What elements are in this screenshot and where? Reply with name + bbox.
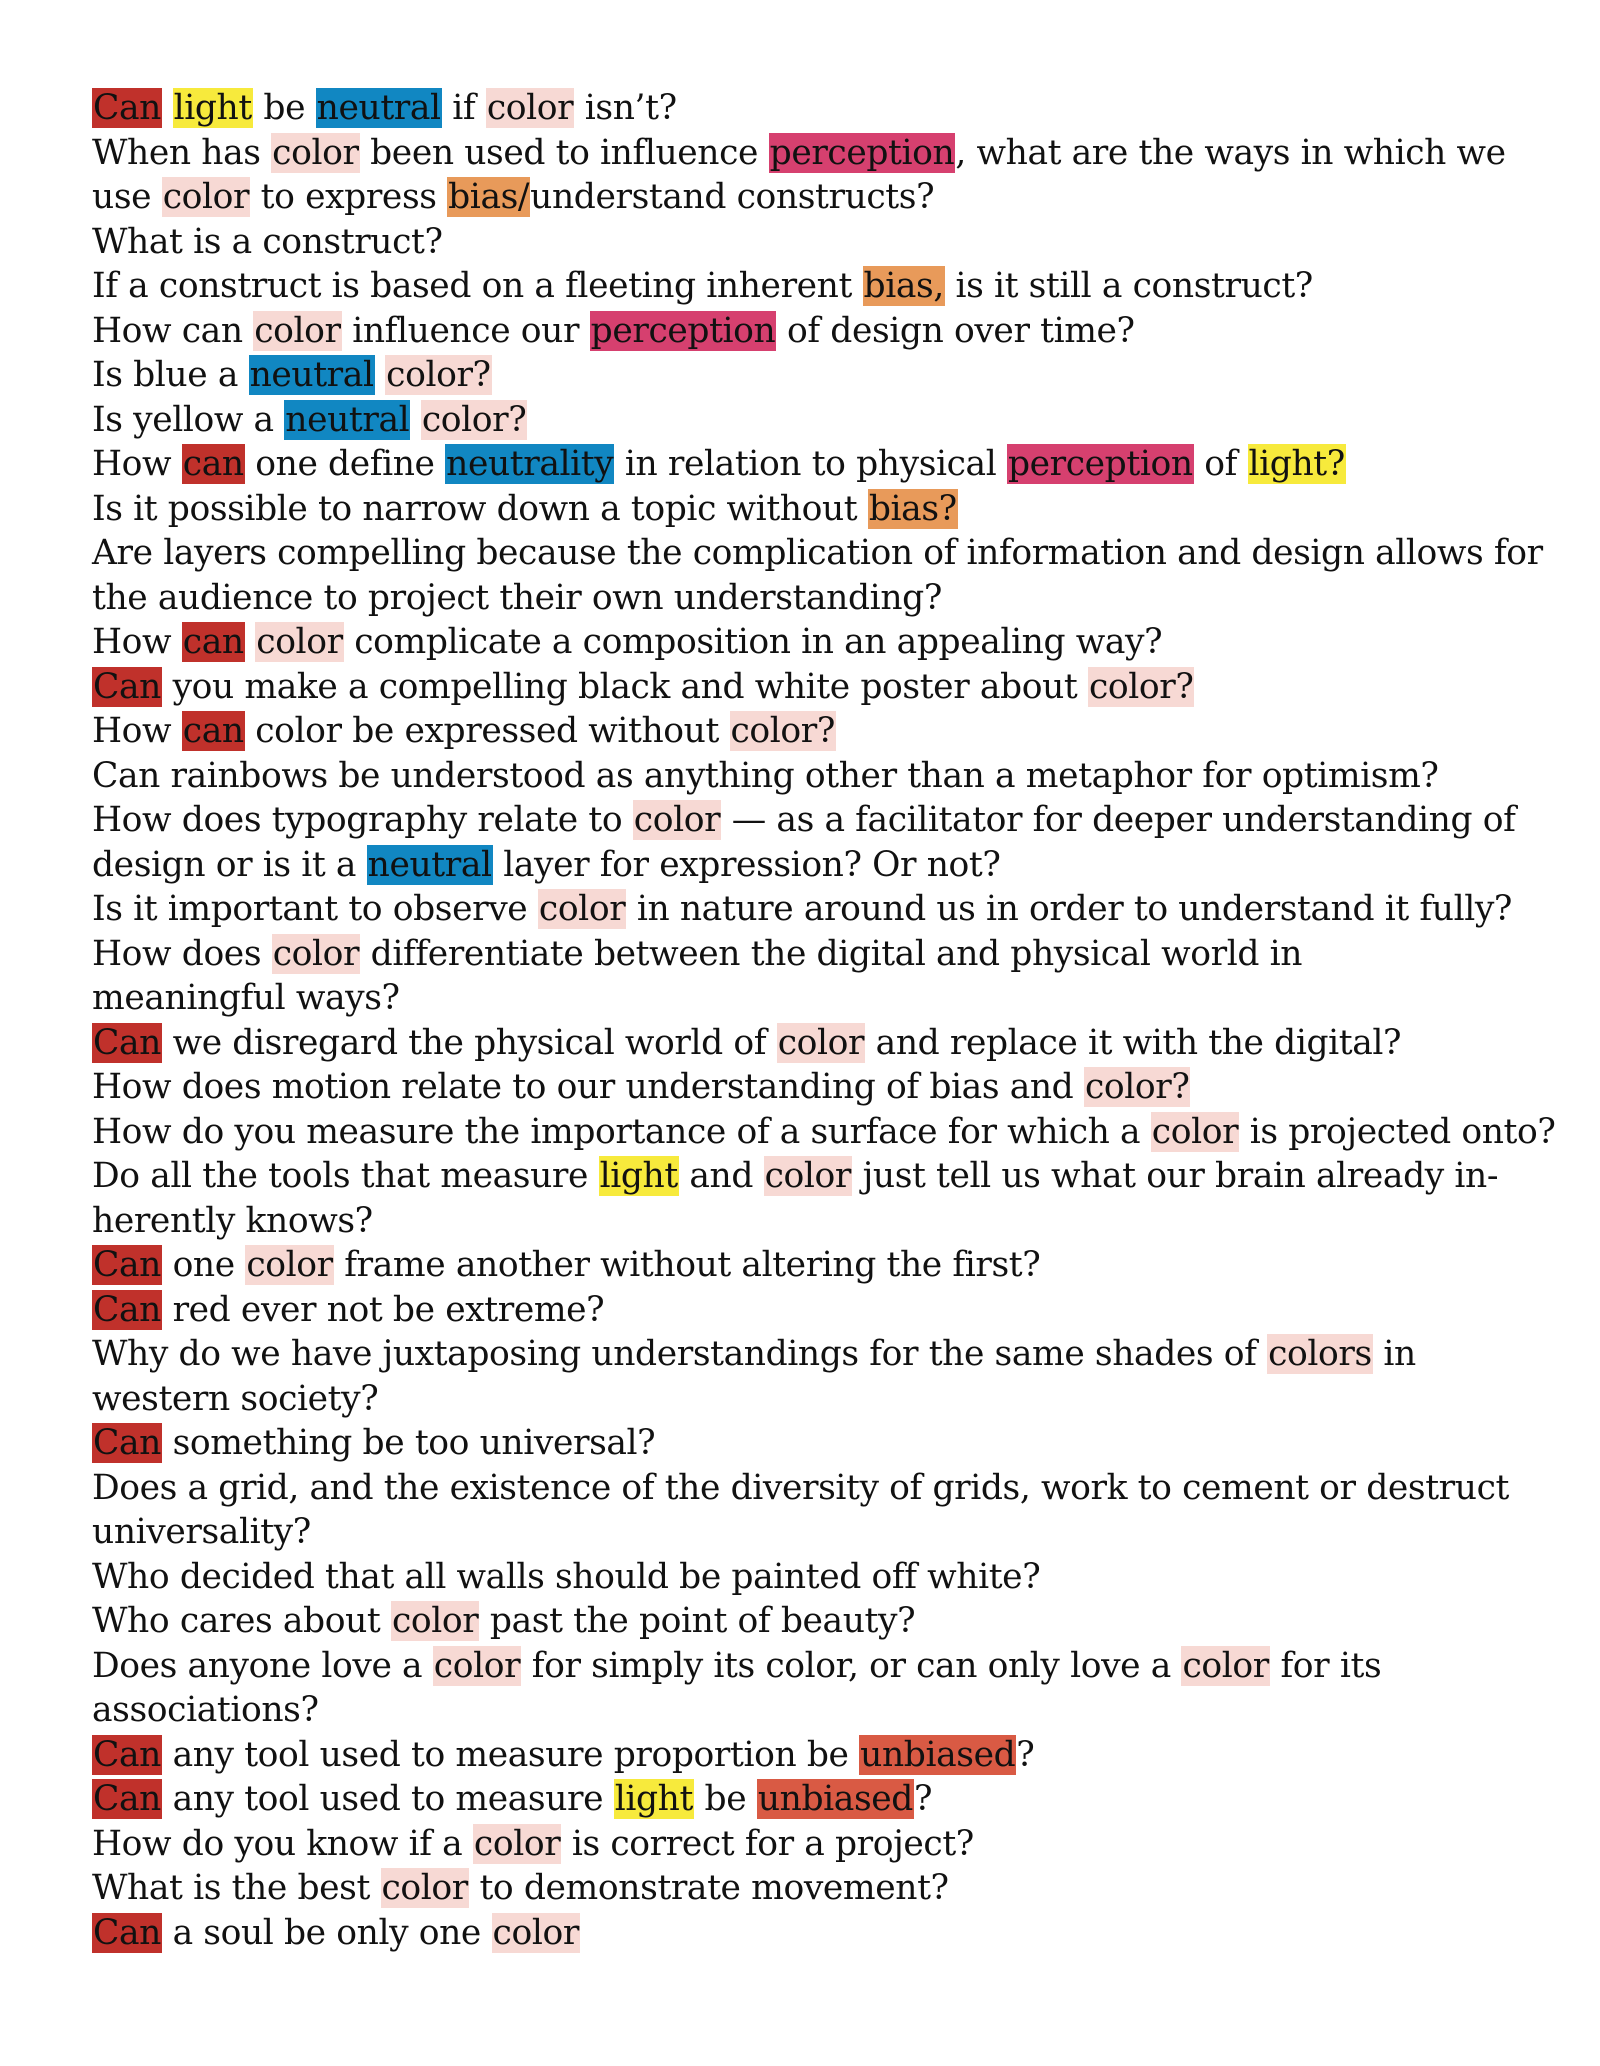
text-segment: meaningful ways? <box>92 978 400 1018</box>
highlight-can: can <box>182 622 244 662</box>
question-line <box>92 1688 1532 1733</box>
highlight-can: Can <box>93 1022 161 1063</box>
question-line <box>92 798 1532 843</box>
text-segment: and <box>678 1156 764 1196</box>
text-segment: Who decided that all walls should be painted off white? <box>92 1556 1041 1597</box>
highlight-neutral: neutral <box>249 355 374 395</box>
highlight-light: light <box>614 1779 693 1819</box>
highlight-can: Can <box>93 1912 161 1953</box>
question-line <box>92 1822 1532 1867</box>
text-segment: any tool used to measure proportion be <box>162 1734 860 1775</box>
text-segment: How does motion relate to our understanding of bias and <box>92 1067 1084 1107</box>
text-segment: If a construct is based on a fleeting inherent <box>92 266 863 306</box>
highlight-color: color <box>492 1912 579 1953</box>
text-segment: to demonstrate movement? <box>468 1868 949 1908</box>
text-segment: you make a compelling black and white poster about <box>162 666 1088 707</box>
highlight-light: light? <box>1248 444 1345 484</box>
question-line <box>92 1332 1532 1377</box>
question-line <box>92 1065 1532 1110</box>
text-segment: differentiate between the digital and physical world in <box>360 933 1303 974</box>
text-segment: complicate a composition in an appealing way? <box>343 622 1163 662</box>
question-line <box>92 1733 1532 1778</box>
text-segment: western society? <box>92 1378 379 1419</box>
highlight-color: color? <box>421 399 527 440</box>
question-line <box>92 309 1532 354</box>
question-line <box>92 754 1532 799</box>
highlight-color: color? <box>730 711 835 751</box>
highlight-can: Can <box>93 1423 161 1463</box>
highlight-color: color <box>1151 1111 1239 1152</box>
text-segment: for its <box>1269 1645 1382 1686</box>
question-line <box>92 531 1543 576</box>
highlight-can: Can <box>93 1289 161 1330</box>
highlight-color: color <box>272 132 359 173</box>
question-line <box>92 576 1532 621</box>
text-segment: Do all the tools that measure <box>92 1156 599 1196</box>
text-segment: influence our <box>341 310 590 351</box>
question-line <box>92 1154 1532 1199</box>
highlight-light: light <box>599 1156 678 1196</box>
highlight-neutral: neutral <box>367 844 492 885</box>
highlight-color: color <box>633 800 721 840</box>
text-segment: any tool used to measure <box>162 1779 614 1819</box>
text-segment: is it still a construct? <box>944 266 1313 306</box>
text-segment: herently knows? <box>92 1200 373 1241</box>
highlight-perception: perception <box>1007 444 1193 484</box>
highlight-can: Can <box>93 1734 161 1775</box>
highlight-bias: bias/ <box>448 177 530 217</box>
text-segment: of <box>1193 444 1248 484</box>
highlight-can: Can <box>93 88 161 128</box>
text-segment <box>245 622 256 662</box>
text-segment: — as a facilitator for deeper understanding of <box>721 800 1516 840</box>
text-segment <box>375 355 386 395</box>
highlight-unbiased: unbiased <box>757 1779 913 1819</box>
text-segment <box>410 400 421 440</box>
text-segment: the audience to project their own understanding? <box>92 577 942 618</box>
highlight-can: can <box>182 444 244 484</box>
highlight-bias: bias, <box>863 266 944 306</box>
text-segment: something be too universal? <box>162 1423 656 1463</box>
text-segment: color be expressed without <box>244 711 730 751</box>
highlight-can: can <box>182 711 244 751</box>
text-segment: Is blue a <box>92 355 249 395</box>
question-line <box>92 1866 1532 1911</box>
text-segment: we disregard the physical world of <box>162 1022 777 1063</box>
question-line <box>92 220 1532 265</box>
text-segment: is projected onto? <box>1239 1111 1556 1152</box>
text-segment: to express <box>250 177 448 217</box>
text-segment: What is a construct? <box>92 221 443 262</box>
highlight-color: color <box>162 177 250 217</box>
text-segment: layer for expression? Or not? <box>492 844 1001 885</box>
question-list <box>92 86 1556 1955</box>
text-segment: How can <box>92 310 254 351</box>
question-line <box>92 1911 1532 1956</box>
question-line <box>92 1466 1532 1511</box>
text-segment: , what are the ways in which we <box>955 132 1506 173</box>
question-line <box>92 843 1532 888</box>
text-segment: just tell us what our brain already in- <box>852 1156 1499 1196</box>
question-line <box>92 1555 1532 1600</box>
question-line <box>92 442 1532 487</box>
question-line <box>92 1199 1532 1244</box>
text-segment: universality? <box>92 1512 311 1552</box>
text-segment: Why do we have juxtaposing understandings for the same shades of <box>92 1334 1268 1374</box>
question-line <box>92 86 1532 131</box>
question-line <box>92 1421 1532 1466</box>
question-line <box>92 1599 1532 1644</box>
highlight-neutral: neutrality <box>446 444 614 484</box>
question-line <box>92 1288 1532 1333</box>
text-segment: How do you measure the importance of a surface for which a <box>92 1111 1151 1152</box>
question-line <box>92 487 1532 532</box>
highlight-color: color? <box>386 355 491 395</box>
highlight-color: color? <box>1084 1067 1190 1107</box>
text-segment: understand constructs? <box>530 177 935 217</box>
text-segment: in relation to physical <box>614 444 1007 484</box>
question-line <box>92 709 1532 754</box>
text-segment: ? <box>913 1779 933 1819</box>
text-segment: How does <box>92 933 272 974</box>
text-segment: Are layers compelling because the complication of information and design allows for <box>92 533 1543 573</box>
question-line <box>92 976 1532 1021</box>
highlight-color: color <box>433 1645 521 1686</box>
text-segment: past the point of beauty? <box>479 1601 916 1641</box>
text-segment: use <box>92 177 162 217</box>
question-line <box>92 175 1532 220</box>
text-segment: be <box>252 88 316 128</box>
highlight-perception: perception <box>590 310 776 351</box>
text-segment: red ever not be extreme? <box>162 1289 605 1330</box>
question-line <box>92 1644 1532 1689</box>
highlight-neutral: neutral <box>316 88 441 128</box>
text-segment <box>162 88 173 128</box>
highlight-perception: perception <box>769 132 955 173</box>
question-line <box>92 1510 1532 1555</box>
text-segment: been used to influence <box>359 132 769 173</box>
text-segment: isn’t? <box>574 88 677 128</box>
text-segment: be <box>693 1779 757 1819</box>
highlight-can: Can <box>93 1245 161 1285</box>
text-segment: Can rainbows be understood as anything other than a metaphor for optimism? <box>92 755 1439 796</box>
text-segment: Is it possible to narrow down a topic without <box>92 488 868 529</box>
highlight-unbiased: unbiased <box>860 1734 1016 1775</box>
text-segment: Is yellow a <box>92 399 285 440</box>
highlight-light: light <box>173 88 252 128</box>
text-segment: How do you know if a <box>92 1823 473 1864</box>
text-segment: if <box>441 88 486 128</box>
highlight-color: color <box>246 1245 333 1285</box>
highlight-color: color <box>764 1156 852 1196</box>
question-line <box>92 1243 1532 1288</box>
text-segment: design or is it a <box>92 844 367 885</box>
text-segment: Does anyone love a <box>92 1645 433 1686</box>
highlight-color: colors <box>1268 1334 1372 1374</box>
text-segment: a soul be only one <box>162 1912 492 1953</box>
question-line <box>92 398 1532 443</box>
highlight-color: color <box>1182 1645 1269 1686</box>
highlight-color: color <box>473 1823 561 1864</box>
question-line <box>92 932 1532 977</box>
text-segment: is correct for a project? <box>561 1823 974 1864</box>
text-segment: frame another without altering the first? <box>333 1245 1041 1285</box>
text-segment: of design over time? <box>776 310 1135 351</box>
text-segment: one <box>162 1245 246 1285</box>
highlight-color: color? <box>1088 666 1194 707</box>
highlight-color: color <box>256 622 343 662</box>
question-line <box>92 1021 1532 1066</box>
question-line <box>92 131 1532 176</box>
text-segment: and replace it with the digital? <box>865 1022 1402 1063</box>
highlight-color: color <box>381 1868 468 1908</box>
highlight-color: color <box>272 933 360 974</box>
text-segment: associations? <box>92 1690 319 1730</box>
question-line <box>92 620 1532 665</box>
text-segment: How does typography relate to <box>92 800 633 840</box>
highlight-color: color <box>486 88 574 128</box>
question-line <box>92 887 1532 932</box>
text-segment: What is the best <box>92 1868 381 1908</box>
text-segment: Does a grid, and the existence of the diversity of grids, work to cement or destruct <box>92 1467 1509 1508</box>
highlight-color: color <box>254 310 341 351</box>
text-segment: one define <box>244 444 446 484</box>
highlight-bias: bias? <box>868 488 957 529</box>
text-segment: in <box>1372 1334 1416 1374</box>
text-segment: Is it important to observe <box>92 889 538 929</box>
text-segment: When has <box>92 132 272 173</box>
highlight-color: color <box>538 889 626 929</box>
highlight-color: color <box>391 1601 479 1641</box>
text-segment: How <box>92 622 182 662</box>
question-line <box>92 264 1532 309</box>
question-line <box>92 1777 1532 1822</box>
question-line <box>92 665 1532 710</box>
highlight-neutral: neutral <box>285 399 410 440</box>
highlight-can: Can <box>93 666 161 707</box>
text-segment: How <box>92 711 182 751</box>
text-segment: ? <box>1016 1734 1035 1775</box>
highlight-can: Can <box>93 1779 161 1819</box>
question-line <box>92 353 1532 398</box>
question-line <box>92 1110 1556 1155</box>
highlight-color: color <box>777 1022 865 1063</box>
question-line <box>92 1377 1532 1422</box>
text-segment: How <box>92 444 182 484</box>
text-segment: in nature around us in order to understand it fully? <box>626 889 1513 929</box>
text-segment: Who cares about <box>92 1601 391 1641</box>
text-segment: for simply its color, or can only love a <box>521 1645 1182 1686</box>
